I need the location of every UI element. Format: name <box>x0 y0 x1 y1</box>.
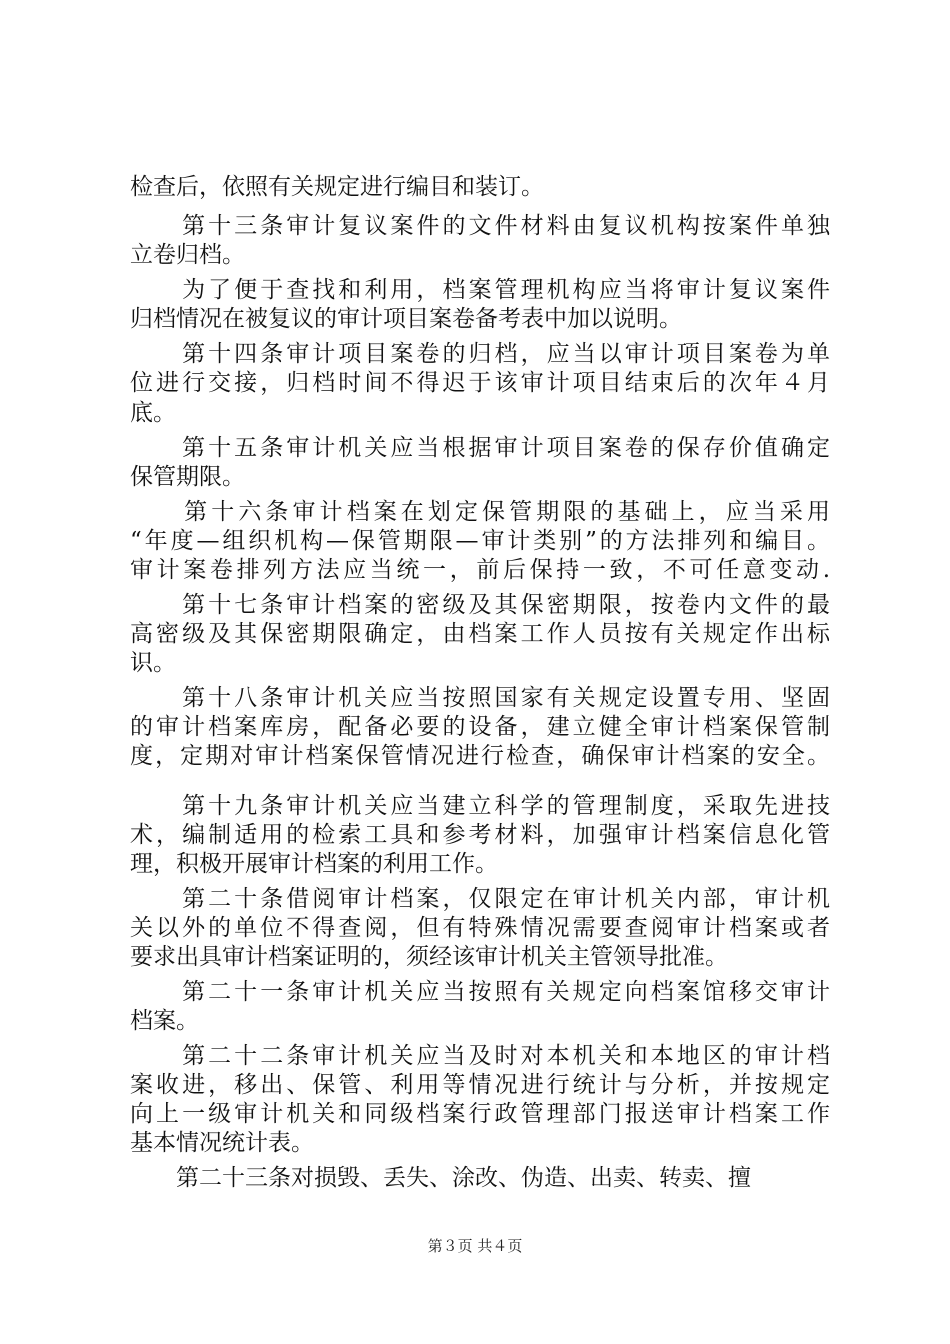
text-line: 立卷归档。 <box>130 242 245 268</box>
text-line: 保管期限。 <box>130 464 245 490</box>
text-line: 第十九条审计机关应当建立科学的管理制度，采取先进技 <box>130 793 830 819</box>
text-line: “年度—组织机构—保管期限—审计类别”的方法排列和编目。 <box>130 528 830 554</box>
text-line: 第十八条审计机关应当按照国家有关规定设置专用、坚固 <box>130 685 830 711</box>
text-line: 识。 <box>130 650 176 676</box>
text-line: 第十七条审计档案的密级及其保密期限，按卷内文件的最 <box>130 592 830 618</box>
text-line: 审计案卷排列方法应当统一，前后保持一致，不可任意变动. <box>130 557 830 583</box>
page-footer: 第３页 共４页 <box>427 1237 523 1255</box>
text-line: 理，积极开展审计档案的利用工作。 <box>130 851 498 877</box>
text-line: 关以外的单位不得查阅，但有特殊情况需要查阅审计档案或者 <box>130 915 830 941</box>
text-line: 档案。 <box>130 1008 199 1034</box>
text-line: 第十六条审计档案在划定保管期限的基础上，应当采用 <box>130 499 830 525</box>
text-line: 案收进，移出、保管、利用等情况进行统计与分析，并按规定 <box>130 1072 830 1098</box>
text-line: 第十三条审计复议案件的文件材料由复议机构按案件单独 <box>130 213 830 239</box>
text-line: 的审计档案库房，配备必要的设备，建立健全审计档案保管制 <box>130 714 830 740</box>
text-line: 第十五条审计机关应当根据审计项目案卷的保存价值确定 <box>130 435 830 461</box>
text-line: 第二十三条对损毁、丢失、涂改、伪造、出卖、转卖、擅 <box>130 1165 751 1191</box>
text-line: 向上一级审计机关和同级档案行政管理部门报送审计档案工作 <box>130 1101 830 1127</box>
text-line: 第二十二条审计机关应当及时对本机关和本地区的审计档 <box>130 1043 830 1069</box>
text-line: 术，编制适用的检索工具和参考材料，加强审计档案信息化管 <box>130 822 830 848</box>
text-line: 第二十一条审计机关应当按照有关规定向档案馆移交审计 <box>130 979 830 1005</box>
text-line: 底。 <box>130 400 176 426</box>
text-line: 归档情况在被复议的审计项目案卷备考表中加以说明。 <box>130 306 682 332</box>
text-line: 第二十条借阅审计档案，仅限定在审计机关内部，审计机 <box>130 886 830 912</box>
text-line: 基本情况统计表。 <box>130 1130 314 1156</box>
text-line: 高密级及其保密期限确定，由档案工作人员按有关规定作出标 <box>130 621 830 647</box>
text-line: 第十四条审计项目案卷的归档，应当以审计项目案卷为单 <box>130 341 830 367</box>
text-line: 为了便于查找和利用，档案管理机构应当将审计复议案件 <box>130 277 830 303</box>
text-line: 度，定期对审计档案保管情况进行检查，确保审计档案的安全。 <box>130 743 830 769</box>
text-line: 位进行交接，归档时间不得迟于该审计项目结束后的次年４月 <box>130 370 830 396</box>
text-line: 要求出具审计档案证明的，须经该审计机关主管领导批准。 <box>130 944 728 970</box>
text-line: 检查后，依照有关规定进行编目和装订。 <box>130 174 544 200</box>
